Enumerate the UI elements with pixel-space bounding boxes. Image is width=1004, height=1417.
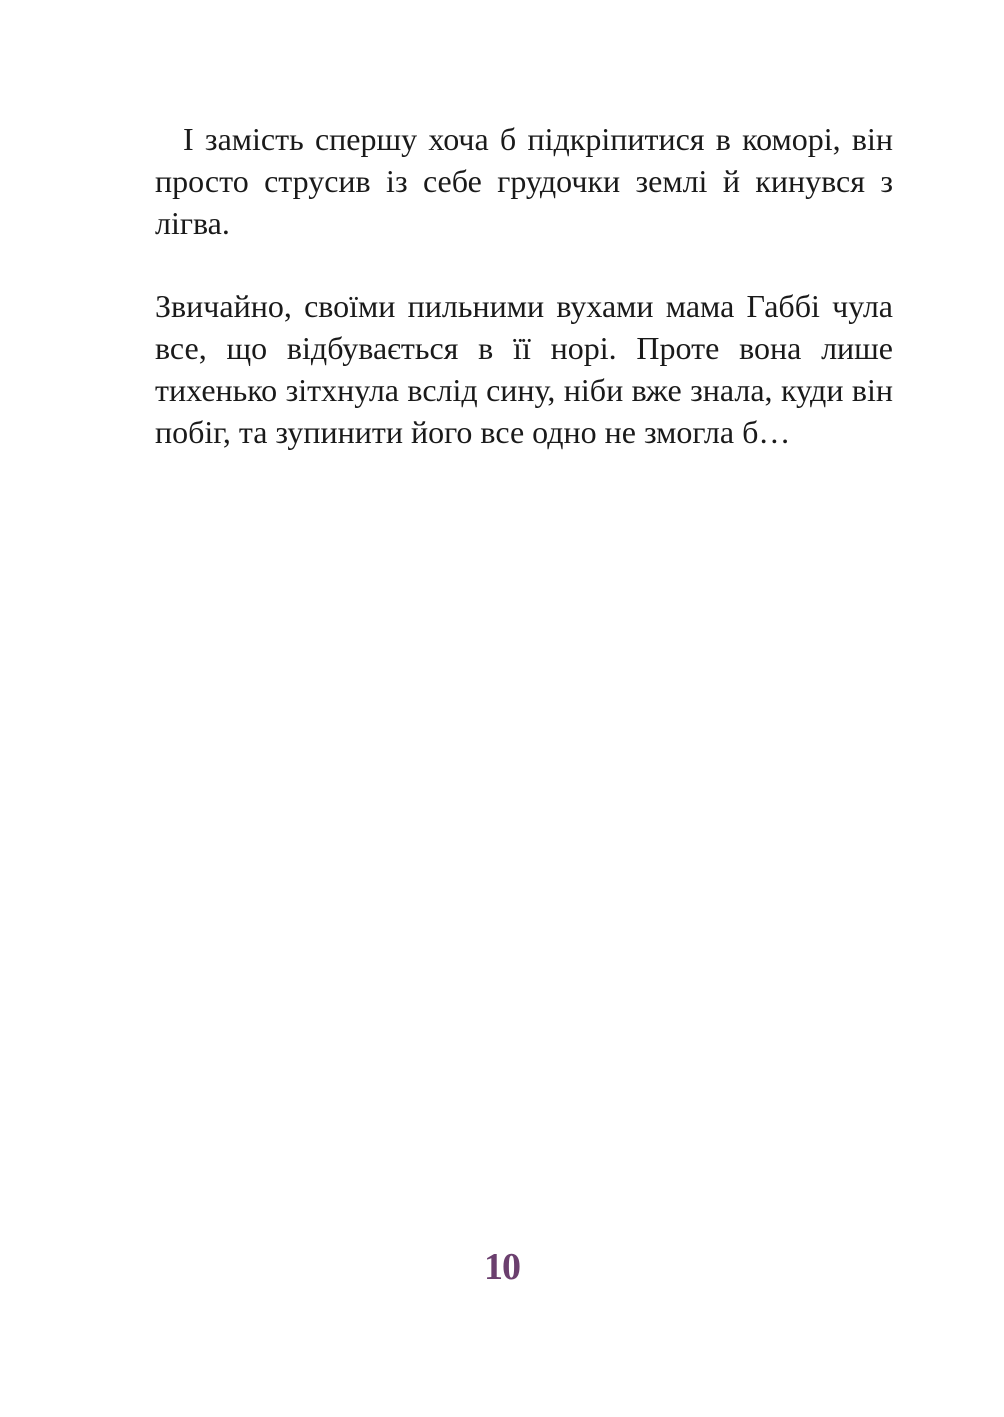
paragraph-2: Звичайно, своїми пильними вухами мама Габбі чула все, що відбувається в її норі. Проте вона лише тихенько зітхнула вслід сину, ніби вже знала, куди він побіг, та зупинити його все одно не змогла б…: [155, 288, 893, 450]
page-number: 10: [484, 1246, 520, 1288]
paragraph-1: І замість спершу хоча б підкріпитися в коморі, він просто струсив із себе грудочки землі й кинувся з лігва.: [155, 121, 893, 241]
